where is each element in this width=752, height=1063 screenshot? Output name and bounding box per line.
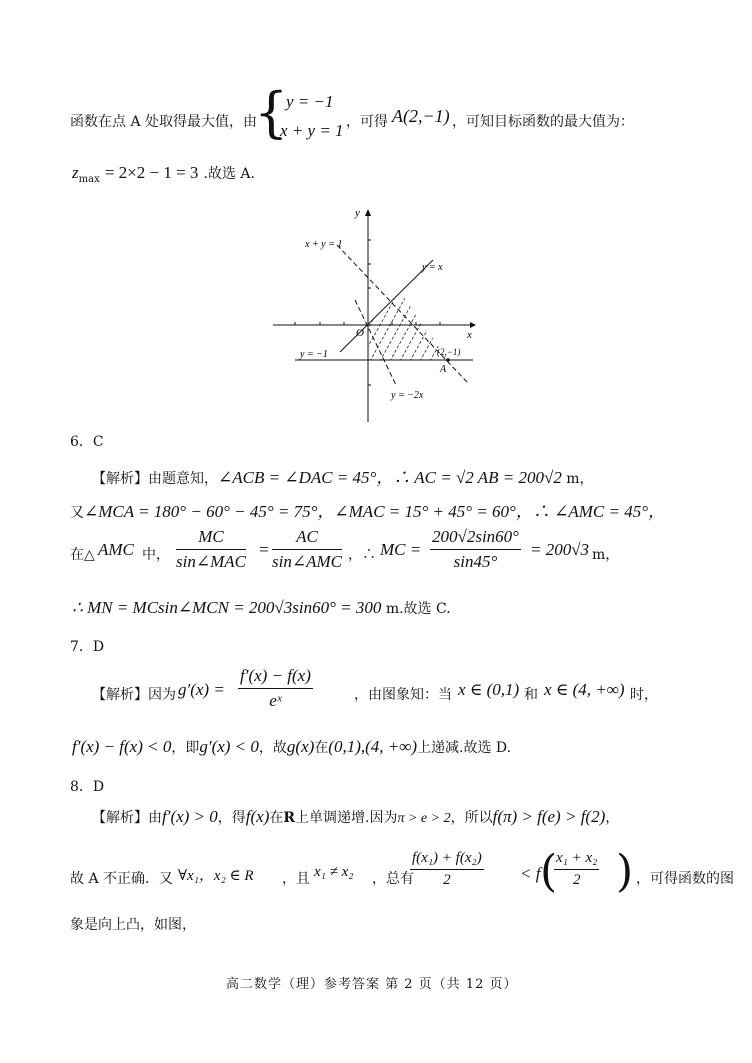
q8-frac-b-den: 2 xyxy=(572,872,581,888)
q7-lhs: g′(x) = xyxy=(178,680,225,699)
q7-cond1: x ∈ (0,1) xyxy=(458,680,520,699)
system-eq1: y = −1 xyxy=(286,92,334,111)
q7-l2-math: f′(x) − f(x) < 0 xyxy=(72,737,172,756)
q8-frac-a-num: f(x₁) + f(x₂) xyxy=(410,850,484,870)
q8-t1: 由 xyxy=(148,810,162,826)
q6-line1 xyxy=(92,463,594,488)
q6-l3-res: = 200√3 xyxy=(530,540,590,559)
q7-number: 7．D xyxy=(70,639,105,655)
region-graph xyxy=(255,200,490,425)
z-var: z xyxy=(72,163,79,182)
q6-l3-unit: m， xyxy=(592,547,620,563)
q7-frac xyxy=(238,666,313,711)
system-eq2: x + y = 1 xyxy=(280,121,344,140)
equation-system xyxy=(254,81,349,148)
q7-line1 xyxy=(92,664,742,720)
q8-line3: 象是向上凸，如图， xyxy=(70,917,196,933)
point-a-dot xyxy=(446,358,450,362)
q6-tag: 【解析】 xyxy=(92,471,148,487)
q6-frac2-den: sin∠AMC xyxy=(272,552,342,571)
q8-f: f(x) xyxy=(245,807,270,826)
q7-l2-t2: ，故 xyxy=(258,740,287,756)
z-value: = 2×2 − 1 = 3 xyxy=(104,163,199,182)
label-point-coords: (2,−1) xyxy=(437,347,461,357)
q6-frac2-num: AC xyxy=(272,527,342,550)
q7-l2-t3: 在 xyxy=(314,740,329,756)
y-axis-arrow xyxy=(365,209,371,216)
brace: { xyxy=(254,81,289,144)
q8-end: ， xyxy=(605,810,620,826)
z-tail: .故选 A. xyxy=(203,166,255,182)
q6-l3-mid: 中， xyxy=(142,547,170,563)
q8-l2-m2: x₁ ≠ x₂ xyxy=(314,864,354,880)
q6-frac3-num: 200√2sin60° xyxy=(430,527,521,550)
label-y-minus-2x: y = −2x xyxy=(391,390,424,401)
q8-line1 xyxy=(92,807,619,827)
q6-eq: = xyxy=(258,540,270,559)
q8-l2-t3: ，总有 xyxy=(372,871,414,887)
q8-t4: 上单调递增.因为 xyxy=(295,810,398,826)
q7-l2-t4: 上递减.故选 D. xyxy=(417,740,512,756)
p1-mid: ，可得 xyxy=(346,114,388,130)
q8-tag: 【解析】 xyxy=(92,810,148,826)
q8-lt: < f xyxy=(520,864,541,883)
q8-paren-close: ) xyxy=(616,846,634,897)
q7-l2-g2: g(x) xyxy=(286,737,315,756)
q6-l3-pre: 在△ xyxy=(70,547,95,563)
q6-l2-pre: 又 xyxy=(70,505,84,521)
p1-point: A(2,−1) xyxy=(392,106,450,126)
q6-frac3 xyxy=(430,527,521,572)
q8-number: 8．D xyxy=(70,779,105,795)
q7-end: 时， xyxy=(630,687,658,703)
q6-text: 由题意知， xyxy=(148,471,218,487)
q8-paren-open: ( xyxy=(540,846,558,897)
page-footer: 高二数学（理）参考答案 第 2 页（共 12 页） xyxy=(226,977,518,992)
q7-frac-num: f′(x) − f(x) xyxy=(238,666,313,689)
q7-cond2: x ∈ (4, +∞) xyxy=(544,680,625,699)
q7-tag: 【解析】 xyxy=(92,687,148,703)
q6-line3 xyxy=(70,527,750,583)
zmax-line xyxy=(72,163,255,185)
q8-cond: f′(x) > 0 xyxy=(162,807,218,826)
q7-mid: ，由图象知：当 xyxy=(354,687,452,703)
q8-ineq: π > e > 2 xyxy=(397,811,451,826)
label-point-a: A xyxy=(440,364,447,375)
q6-math4: ∴ MN = MCsin∠MCN = 200√3sin60° = 300 xyxy=(72,598,382,617)
q7-frac-den: eˣ xyxy=(269,691,282,710)
p1-prefix: 函数在点 A 处取得最大值，由 xyxy=(70,114,258,130)
q8-frac-b xyxy=(554,850,599,889)
label-x-plus-y-1: x + y = 1 xyxy=(305,239,343,250)
q8-R: R xyxy=(283,810,296,826)
q8-frac-a-den: 2 xyxy=(443,872,451,888)
x-axis-label: x xyxy=(467,329,472,341)
q6-math2: ∠MCA = 180° − 60° − 45° = 75°，∠MAC = 15° + 45° = 60°，∴ ∠AMC = 45°， xyxy=(84,502,665,521)
q7-line2 xyxy=(72,737,511,757)
q8-l2-m1: ∀x₁，x₂ ∈ R xyxy=(178,868,254,884)
q7-text: 因为 xyxy=(148,687,176,703)
label-y-minus-1: y = −1 xyxy=(300,349,328,360)
q8-line2 xyxy=(70,848,740,904)
p1-suffix: ，可知目标函数的最大值为： xyxy=(452,114,634,130)
q6-frac1-den: sin∠MAC xyxy=(176,552,246,571)
q6-line4 xyxy=(72,598,451,618)
q8-l2-t2: ，且 xyxy=(282,871,310,887)
q6-unit1: m， xyxy=(561,471,594,487)
q8-res: f(π) > f(e) > f(2) xyxy=(492,807,606,826)
q6-frac1 xyxy=(176,527,246,572)
q8-t3: 在 xyxy=(269,810,284,826)
q6-l3-tri: AMC xyxy=(98,540,134,559)
q6-frac1-num: MC xyxy=(176,527,246,550)
q6-l3-mc: MC = xyxy=(380,540,422,559)
q6-line2 xyxy=(70,497,665,522)
y-axis-label: y xyxy=(355,207,360,219)
q7-l2-g: g′(x) < 0 xyxy=(199,737,259,756)
q6-tail: m.故选 C. xyxy=(381,601,451,617)
q8-l2-t1: 故 A 不正确．又 xyxy=(70,871,174,887)
q8-frac-a xyxy=(410,850,484,889)
q6-frac3-den: sin45° xyxy=(453,552,498,571)
q8-t2: ，得 xyxy=(217,810,246,826)
q8-l2-t4: ，可得函数的图 xyxy=(636,871,734,887)
q6-number: 6．C xyxy=(70,434,104,450)
line-y-eq-x xyxy=(340,260,433,352)
q6-math1: ∠ACB = ∠DAC = 45°，∴ AC = √2 AB = 200√2 xyxy=(218,468,562,487)
q6-frac2 xyxy=(272,527,342,572)
label-y-eq-x: y = x xyxy=(422,262,443,273)
q8-frac-b-num: x₁ + x₂ xyxy=(554,850,599,870)
q7-l2-int: (0,1),(4, +∞) xyxy=(328,737,418,756)
q7-l2-t1: ，即 xyxy=(171,740,200,756)
z-sub: max xyxy=(78,174,100,186)
q7-and: 和 xyxy=(524,687,538,703)
q6-l3-sep: ，∴ xyxy=(348,547,376,563)
x-axis-arrow xyxy=(470,322,476,328)
origin-label: O xyxy=(356,327,364,339)
q8-t5: ，所以 xyxy=(450,810,493,826)
